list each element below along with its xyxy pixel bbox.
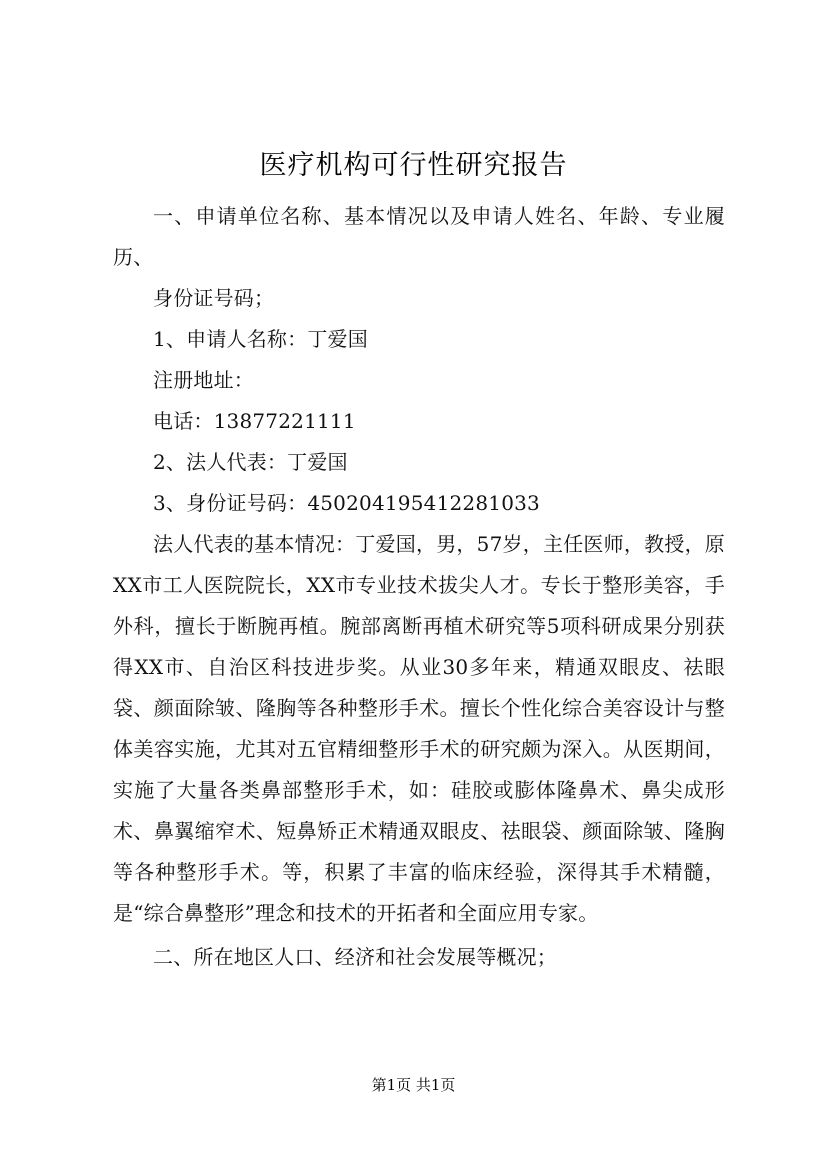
representative-profile-paragraph: 法人代表的基本情况：丁爱国，男，57岁，主任医师，教授，原XX市工人医院院长，XX市专业技术拔尖人才。专长于整形美容，手外科，擅长于断腕再植。腕部离断再植术研究等5项科研成果分别获得XX市、自治区科技进步奖。从业30多年来，精通双眼皮、祛眼袋、颜面除皱、隆胸等各种整形手术。擅长个性化综合美容设计与整体美容实施，尤其对五官精细整形手术的研究颇为深入。从医期间，实施了大量各类鼻部整形手术，如：硅胶或膨体隆鼻术、鼻尖成形术、鼻翼缩窄术、短鼻矫正术精通双眼皮、祛眼袋、颜面除皱、隆胸等各种整形手术。等，积累了丰富的临床经验，深得其手术精髓，是“综合鼻整形”理念和技术的开拓者和全面应用专家。 (113, 532, 725, 925)
id-number-label: 身份证号码； (153, 286, 275, 310)
id-number-line: 3、身份证号码：450204195412281033 (153, 491, 540, 515)
document-body (113, 196, 725, 978)
applicant-name-line: 1、申请人名称：丁爱国 (153, 327, 368, 351)
section-heading-applicant: 一、申请单位名称、基本情况以及申请人姓名、年龄、专业履历、 (113, 204, 725, 269)
registered-address-line: 注册地址： (153, 368, 254, 392)
page-footer: 第1页 共1页 (371, 1076, 456, 1094)
section-heading-region-overview: 二、所在地区人口、经济和社会发展等概况； (153, 945, 557, 969)
legal-representative-line: 2、法人代表：丁爱国 (153, 450, 348, 474)
document-title: 医疗机构可行性研究报告 (259, 150, 568, 181)
phone-line: 电话：13877221111 (153, 409, 356, 433)
